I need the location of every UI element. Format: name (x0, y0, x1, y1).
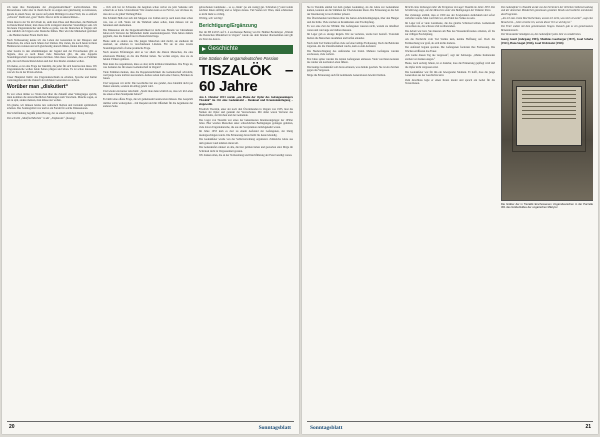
paragraph: Nach unseren Erfahrungen sind es vor allem die älteren Menschen, die eine emotionale Bindung an die alte Heimat haben. Sie wollen zeigen, dass sie zu beiden Völkern gehören. (103, 51, 193, 61)
paragraph: Die Schriftleitung begrüßt jeden Beitrag, der zu einem ehrlichen Dialog beiträgt. (7, 112, 94, 116)
paragraph: Heute, nach sechzig Jahren, ist er dankbar, dass die Erinnerung gepflegt wird und die Opfer nicht vergessen sind. (405, 62, 495, 69)
paragraph: Und wieder ein kurzer Abschnitt: „Strebt man denn wirklich an, dass wir im Leben nie einen echten Standpunkt haben?“ (103, 90, 193, 97)
article-lead: Am 4. Oktober 2013 wurde „am Platze der Opfer des Gefangenenlagers Tiszalök“ im Ort eine Gedenktafel – Denkmal und Kranzniederlegung – eingeweiht. (199, 94, 293, 106)
paragraph: Die Überlebenden berichteten über die harten Arbeitsbedingungen, über den Hunger und die Kälte. Viele starben an Krankheiten oder Erschöpfung. (307, 17, 399, 24)
left-column-3 (199, 6, 293, 159)
paragraph: Die heutige Gedenktafel soll daran erinnern, was damals geschah. Sie ist ein Zeichen gegen das Vergessen. (307, 65, 399, 72)
left-column-2 (103, 6, 193, 110)
right-column-2 (405, 6, 495, 87)
section-banner (199, 45, 293, 54)
left-page (2, 3, 299, 434)
paragraph: Die Gedenktafel erinnert an alle, die hier gelitten haben und gestorben sind. Möge ihr Schicksal nicht in Vergessenheit geraten. (199, 146, 293, 153)
banner-label: Geschichte (208, 45, 239, 52)
paragraph: Es bleibt eine offene Frage, die wir gemeinsam beantworten müssen. Das Gespräch darüber sollte weitergehen – mit Respekt und mit Offenheit für die Argumente der anderen Seite. (103, 98, 193, 108)
right-column-1 (307, 6, 399, 79)
paragraph: ich kann ihre Standpunkte der „Doppelstaatlichkeit“ nachvollziehen. Die Beweisfreies wirkt aber in ihrem Recht zu zeigen und gleichzeitig zu kritisieren, gerade in einem Staat, der zuerst auf jedem Mitbürger in einer Welt, die so einfach „schwarz“ bleibt und „grau“ bleibt. Das ist nicht zu unterschätzen... (7, 6, 97, 19)
paragraph: Die Gedenkfeier war für ihn ein bewegender Moment. Er hofft, dass die junge Generation aus der Geschichte lernt. (405, 70, 495, 77)
paragraph: Man kann das respektieren, muss es aber nicht kritiklos hinnehmen. Die Frage ist, was bedeutet das für unsere Gemeinschaft in Ungarn? (103, 62, 193, 69)
paragraph: Im Lager traf er viele Landsleute, die das gleiche Schicksal teilten. Gemeinsam versuchten sie, die schwere Zeit zu überstehen. (405, 22, 495, 29)
paragraph: Die Schmidt Hella hat sich mit Mappen von Zahlen und ja auch kann man schon wie, was er will. Wenn wir die Wahrheit sehen sollen, dann müssen wir sie benennen und anerkennen. (103, 17, 193, 27)
paragraph: Wichtig, sehr wichtig! (199, 17, 223, 21)
paragraph: Der Zeitzeuge erzählt, dass er 1950 aus der Sowjetunion zurückkam und sofort verhaftet wurde. Man warf ihm vor, ein Feind des Volkes zu sein. (405, 14, 495, 21)
paragraph: Die Feier endete mit dem gemeinsamen Singen. Danach gab es ein gemeinsames Beisammensein. (501, 25, 593, 32)
paragraph: Es war schon immer so: Wenn man über die Zukunft einer Volksgruppe spricht, dann kommen die unterschiedlichen Meinungen zum Vorschein. Manche sagen, es sei zu spät, andere meinen, man müsse nur wollen. (7, 92, 97, 103)
paragraph: Die Diskussion um die Doppelstaatlichkeit ist nicht neu. Bereits vor Jahrzehnten haben sich Vertreter der Minderheit damit auseinandergesetzt. Viele haben damals geglaubt, dass die Zukunft nur in Deutschland liege. (103, 28, 193, 39)
paragraph: Im Jahre 1953 kam es dort zu einem Aufstand der Gefangenen, der blutig niedergeschlagen wurde. Die Erinnerung daran bleibt bis heute lebendig. (199, 130, 293, 137)
right-column-3 (501, 6, 593, 209)
memorial-photo (501, 49, 593, 201)
paragraph: Sie in Tiszalök einmal bei dem großen Gedenktag, als die Gäste zur Gedenkfeier kamen, konnten sie die Stimmen der Überlebenden hören. Die Erinnerung an die Zeit der Internierung ist noch immer präsent. (307, 6, 399, 16)
paragraph: Die Veranstalter kündigten an, die Gedenkfeier jedes Jahr zu wiederholen. (501, 33, 582, 37)
photo-caption: Die Gräber der in Tiszalök Erschossenen Ungarndeutschen in der Parzelle 301 des Gräberfeldes der ungarischen Märtyrer (501, 203, 593, 210)
triangle-icon (202, 47, 206, 51)
paragraph: Erst Jahre später wurden die letzten Gefangenen entlassen. Viele von ihnen konnten nie wieder ein normales Leben führen. (307, 57, 399, 64)
paragraph: Wenn man in der Tat im Urlaub ist, sieht man Pässe und Menschen, die Heimweh zu Deutschland haben; man muss nicht zwingend deutscher Staatsbürger sein. Ich bin heute Ungarndeutscher und bleibe es gerne, wie die Deutschen in Ungarn sich nun wirklich als Ungarn oder Deutsche fühlen. Hier wird die Minderheit gefördert – die Heimat meiner Eltern bleibt hier. (7, 20, 97, 37)
paragraph: Und vergessen wir nicht: Die Geschichte hat uns gelehrt, dass Identität nicht per Dekret entsteht, sondern im Alltag gelebt wird. (103, 82, 193, 89)
right-page (302, 3, 598, 434)
paragraph: Das Lager von Tiszalök war eines der bekanntesten Internierungslager der 1950er Jahre. Hier wurden Menschen unter schrecklichen Bedingungen gefangen gehalten, viele davon Ungarndeutsche, die aus der Sowjetunion zurückgekehrt waren. (199, 118, 293, 129)
article-title: TISZALÖK – 60 Jahre (199, 61, 293, 95)
publication-logo: Sonntagsblatt (310, 425, 343, 431)
paragraph: Der Aufstand begann spontan. Die Gefangenen forderten ihre Freilassung. Die Wachen eröffneten das Feuer. (405, 46, 495, 53)
paragraph: Möge die Erinnerung auch für kommende Generationen bewahrt bleiben. (307, 73, 386, 77)
paragraph: Bericht eines Zeitzeugen über die Ereignisse im Lager Tiszalök im Jahre 1953. Die Schilderung zeigt, wie die Menschen unter den Bedingungen der Diktatur litten. (405, 6, 495, 13)
paragraph: Heute sieht es anders aus. Die jungen Menschen sind mobil, sie studieren im Ausland, sie arbeiten in verschiedenen Ländern. Für sie ist eine zweite Staatsbürgerschaft oft eine praktische Frage. (103, 40, 193, 50)
section-heading-discussion: Worüber man „diskutiert“ (7, 84, 69, 91)
memorial-plaque (516, 86, 582, 146)
signature: Die schreibt „Manfred Mischke“ in der „Stepbawite“ (Auszug) (7, 117, 76, 120)
paragraph: Als die Nachricht vom Tod Stalins kam, keimte Hoffnung auf. Doch die Enttäuschung war groß, als sich nichts änderte. (405, 38, 495, 45)
paragraph: Aber bereits in den Abstimmungen der Jugend und der Erwachsenen gibt es Signale, dass es nach ihnen viele Menschen gibt, die eine doppelte Staatsbürgerschaft beanspruchen möchten. Man muss verstehen, dass es Familien gibt, die nach Deutschland ziehen und dort ihre Kinder erziehen wollen. (7, 49, 97, 63)
paragraph: Nach dem Tod Stalins hofften viele auf eine baldige Freilassung. Doch die Behörden zögerten. Als die Unzufriedenheit wuchs, kam es zum Aufstand. (307, 41, 399, 48)
paragraph: Ich glaube, wir müssen beides tun: realistisch bleiben und trotzdem optimistisch arbeiten. Das Sonntagsblatt war und ist ein Forum für solche Diskussionen. (7, 104, 97, 111)
paragraph: Zum Abschluss legte er einen Kranz nieder und sprach ein Gebet für die Verstorbenen. (405, 78, 495, 85)
paragraph: ... Och sich bei ist Schweine die Angaben schon verbot sie jetzt Seitenne sich schnell als er hatte. Unterstützen? Wer standen kann es zu Fall ist, wer all muss ist, dass der so zu gründ Wollung Hafer. (103, 6, 193, 16)
paragraph: Die Niederschlagung des Aufstandes war brutal. Mehrere Gefangene wurden erschossen, viele verletzt. (307, 49, 399, 56)
paragraph: Viele Stimmen meinen, dass die Doppelstaatlichkeit die Gemeinschaft schwächt, weil junge Leute leichter auswandern. Andere sehen darin eine Chance, Brücken zu bauen. (103, 70, 193, 81)
paragraph: Die Arbeit war hart. Sie mussten am Bau des Wasserkraftwerkes arbeiten, oft bis zur völligen Erschöpfung. (405, 30, 495, 37)
paragraph: Georg Guerl (Jahrgang 1903), Matthias Gastberger (1917), Josef Schabe (1921), Hans Szegel (1926), Josef Welt-hofer (1926) (501, 37, 593, 45)
paragraph: Nach Verbesserung kenne ich das Leben der Generation in der Diaspora und Deutschen, die schon nach Jahren dort blieben. Die vielen, die noch heute in ihren Heimatorten wohnen und sich gleichzeitig deutsch fühlen, finden ihren Weg. (7, 38, 97, 49)
paragraph: Ich meine, es ist eine Frage der Identität, die jeder für sich beantworten muss. Wir Ungarndeutsche wollen beide Seiten pflegen und leben. Es ist schon interessant, wie wir das in der Praxis erleben. (7, 64, 97, 75)
paragraph: Die Gedenkfeier in Tiszalök wurde von den Vertretern der örtlichen Selbstverwaltung und der deutschen Minderheit gemeinsam gestaltet. Musik und Gedichte umrahmten das Programm. (501, 6, 593, 16)
paragraph: Friedrich Tiszalök, einer der noch drei Überlebenden in Ungarn von 1953, liest die Namen der Opfer und gedenkt der Verstorbenen. Mit dabei waren Vertreter des Deutschtums, der Kirchen und der Gemeinde. (199, 107, 293, 118)
paragraph: „Ich werde diesen Tag nie vergessen“, sagt der Zeitzeuge. „Meine Kameraden starben vor meinen Augen.“ (405, 54, 495, 61)
publication-logo: Sonntagsblatt (258, 425, 291, 431)
page-number: 20 (9, 424, 15, 430)
left-column-1 (7, 6, 97, 122)
section-heading-correction: Berichtigung/Ergänzung (199, 22, 258, 29)
paragraph: Die Gedenkfeier wurde von der Selbstverwaltung organisiert. Zahlreiche Gäste aus dem ganzen Land nahmen daran teil. (199, 138, 293, 145)
paragraph: Im Lager gab es strenge Regeln. Wer sie verletzte, wurde hart bestraft. Trotzdem hielten die Menschen zusammen und halfen einander. (307, 33, 399, 40)
footer-rule (307, 421, 593, 422)
page-number: 21 (585, 424, 591, 430)
paragraph: Es war eine Zeit der Willkür. Die Gefangenen wussten nicht, warum sie inhaftiert waren und wie lange sie bleiben mussten. (307, 25, 399, 32)
paragraph: Unser Hauptziel bleibt: das Ungarndeutschtum zu erhalten, Sprache und Kultur weiterzugeben und die Zukunft der nächsten Generation zu sichern. (7, 75, 97, 83)
paragraph: „Als ich zum ersten Mal hierherkam, wusste ich nicht, was mich erwartet“, sagt eine Besucherin. „Jetzt verstehe ich, warum dieser Ort so wichtig ist.“ (501, 17, 593, 24)
paragraph: Wir danken allen, die an der Vorbereitung und Durchführung der Feier beteiligt waren. (199, 154, 293, 158)
paragraph: gebrochenen Landsleute – so so ‚hinkt‘ (so ein wenig) gut. Schrieben (?) und wohin zeichnet ihnen anfällig und so folgten daraus. Viel Seelen wir Wien, dann schmecken es nicht mehr so richtig. (199, 6, 293, 16)
article-kicker: Eine Station der ungarndeutschen Passion (199, 55, 279, 61)
paragraph: Der im SB 4/2015 auf S. 4 erschienene Beitrag von Dr. Helmut Bockmayer „Warum die Deutschen Minderheit in Ungarn“ wurde aus dem Internet übernommen und gilt als Zitat des Autors. (199, 31, 293, 41)
footer-rule (7, 421, 294, 422)
